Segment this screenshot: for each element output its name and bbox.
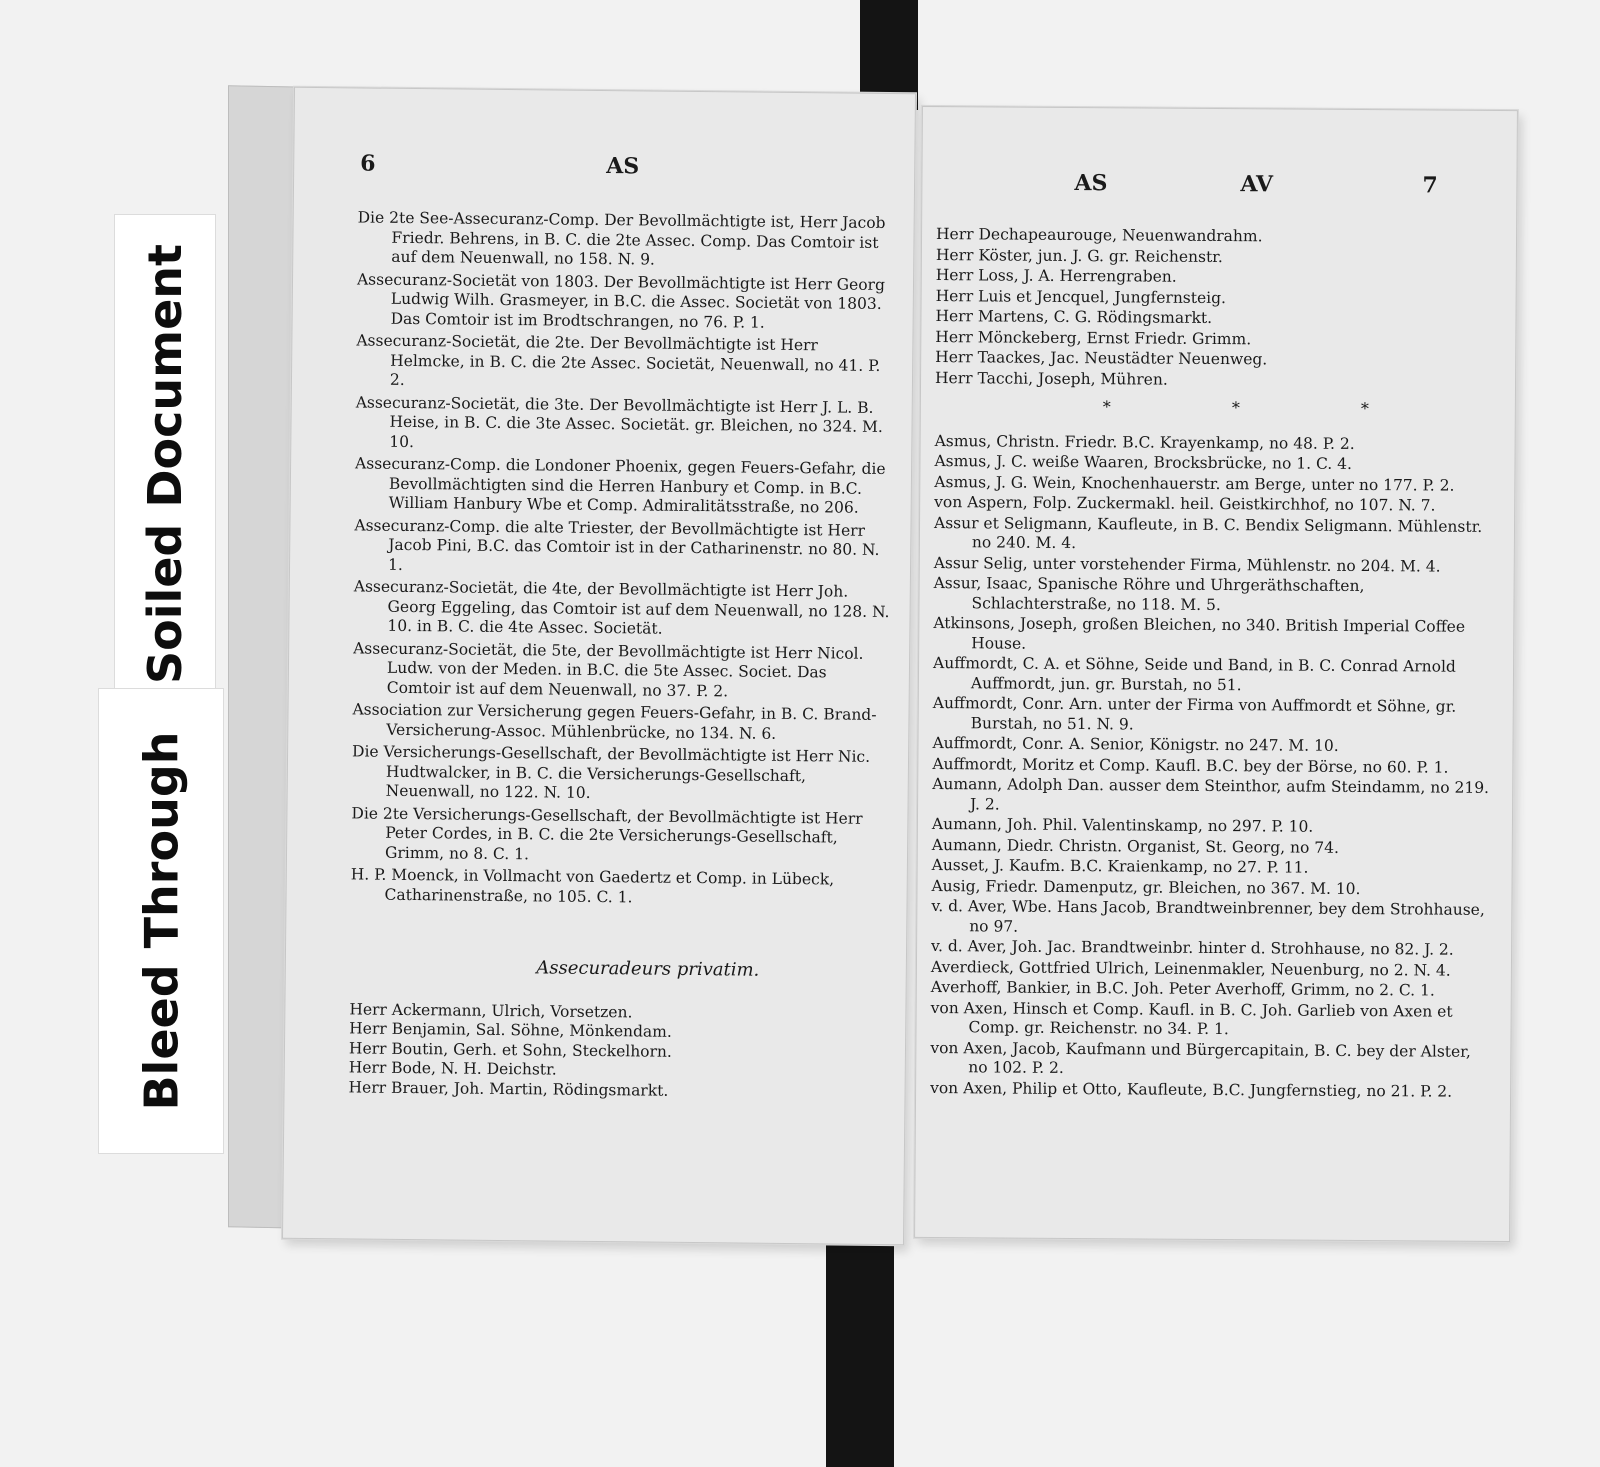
list-item: Herr Ackermann, Ulrich, Vorsetzen. (349, 999, 633, 1021)
soiled-document-text: Soiled Document (138, 243, 193, 685)
list-item: Association zur Versicherung gegen Feuers-Gefahr, in B. C. Brand-Versicherung-Assoc. Mühlenbrücke, no 134. N. 6. (352, 700, 877, 743)
list-item: Auffmordt, Conr. A. Senior, Königstr. no 247. M. 10. (932, 734, 1339, 755)
list-item: Die Versicherungs-Gesellschaft, der Bevollmächtigte ist Herr Nic. Hudtwalcker, in B. C. die Versicherungs-Gesellschaft, Neuenwall, no 122. N. 10. (351, 742, 871, 802)
list-item: Averdieck, Gottfried Ulrich, Leinenmakler, Neuenburg, no 2. N. 4. (930, 957, 1451, 980)
list-item: Auffmordt, Moritz et Comp. Kaufl. B.C. bey der Börse, no 60. P. 1. (932, 754, 1449, 777)
list-item: von Axen, Jacob, Kaufmann und Bürgercapitain, B. C. bey der Alster, no 102. P. 2. (930, 1038, 1471, 1077)
right-page-number: 7 (1422, 172, 1438, 199)
list-item: Herr Dechapeaurouge, Neuenwandrahm. (936, 225, 1263, 246)
list-item: Assecuranz-Societät von 1803. Der Bevollmächtigte ist Herr Georg Ludwig Wilh. Grasmeyer, in B.C. die Assec. Societät von 1803. Das Comtoir ist im Brodtschrangen, no 76. P. 1. (356, 269, 886, 332)
section-divider: * * * (1102, 397, 1427, 419)
list-item: Assecuranz-Societät, die 2te. Der Bevollmächtigte ist Herr Helmcke, in B. C. die 2te Assec. Societät, Neuenwall, no 41. P. 2. (356, 331, 881, 389)
list-item: von Axen, Philip et Otto, Kaufleute, B.C. Jungfernstieg, no 21. P. 2. (930, 1078, 1453, 1101)
list-item: Die 2te See-Assecuranz-Comp. Der Bevollmächtigte ist, Herr Jacob Friedr. Behrens, in B. C. die 2te Assec. Comp. Das Comtoir ist auf dem Neuenwall, no 158. N. 9. (357, 208, 886, 269)
list-item: von Axen, Hinsch et Comp. Kaufl. in B. C. Joh. Garlieb von Axen et Comp. gr. Reichenstr. no 34. P. 1. (930, 998, 1453, 1039)
left-entry-list (348, 208, 893, 1103)
list-item: Auffmordt, C. A. et Söhne, Seide und Band, in B. C. Conrad Arnold Auffmordt, jun. gr. Burstah, no 51. (933, 654, 1456, 694)
list-item: Herr Benjamin, Sal. Söhne, Mönkendam. (349, 1019, 672, 1041)
right-page-header-left: AS (1074, 169, 1108, 197)
left-page-header: AS (606, 153, 640, 180)
list-item: Herr Luis et Jencquel, Jungfernsteig. (935, 286, 1227, 307)
section-title: Assecuradeurs privatim. (536, 957, 760, 981)
list-item: Averhoff, Bankier, in B.C. Joh. Peter Averhoff, Grimm, no 2. C. 1. (930, 978, 1435, 1000)
list-item: Aumann, Diedr. Christn. Organist, St. Georg, no 74. (931, 835, 1339, 857)
list-item: Assur Selig, unter vorstehender Firma, Mühlenstr. no 204. M. 4. (933, 553, 1441, 576)
list-item: von Aspern, Folp. Zuckermakl. heil. Geistkirchhof, no 107. N. 7. (934, 493, 1436, 515)
right-page-header-right: AV (1240, 171, 1274, 198)
list-item: Assecuranz-Comp. die alte Triester, der Bevollmächtigte ist Herr Jacob Pini, B.C. das Comtoir ist in der Catharinenstr. no 80. N. 1. (354, 515, 880, 574)
bleed-through-label (98, 688, 224, 1154)
list-item: Asmus, J. G. Wein, Knochenhauerstr. am Berge, unter no 177. P. 2. (934, 472, 1455, 495)
list-item: Assecuranz-Societät, die 5te, der Bevollmächtigte ist Herr Nicol. Ludw. von der Meden. in B.C. die 5te Assec. Societ. Das Comtoir ist auf dem Neuenwall, no 37. P. 2. (353, 638, 864, 700)
list-item: Herr Bode, N. H. Deichstr. (348, 1058, 557, 1079)
list-item: Asmus, J. C. weiße Waaren, Brocksbrücke, no 1. C. 4. (934, 452, 1353, 473)
list-item: Herr Brauer, Joh. Martin, Rödingsmarkt. (348, 1077, 669, 1100)
list-item: Die 2te Versicherungs-Gesellschaft, der Bevollmächtigte ist Herr Peter Cordes, in B. C. die 2te Versicherungs-Gesellschaft, Grimm, no 8. C. 1. (351, 803, 863, 863)
list-item: v. d. Aver, Wbe. Hans Jacob, Brandtweinbrenner, bey dem Strohhause, no 97. (931, 897, 1485, 936)
list-item: Assecuranz-Societät, die 4te, der Bevollmächtigte ist Herr Joh. Georg Eggeling, das Comtoir ist auf dem Neuenwall, no 128. N. 10. in B. C. die 4te Assec. Societät. (353, 577, 890, 638)
list-item: Auffmordt, Conr. Arn. unter der Firma von Auffmordt et Söhne, gr. Burstah, no 51. N. 9. (932, 694, 1457, 733)
right-page (914, 106, 1518, 1242)
bleed-through-text: Bleed Through (134, 731, 189, 1111)
right-entry-list (930, 225, 1496, 1103)
left-page-number: 6 (360, 150, 376, 177)
list-item: Herr Martens, C. G. Rödingsmarkt. (935, 307, 1213, 327)
binding-strip-bottom (826, 1220, 894, 1467)
list-item: Ausset, J. Kaufm. B.C. Kraienkamp, no 27. P. 11. (931, 856, 1309, 877)
list-item: v. d. Aver, Joh. Jac. Brandtweinbr. hinter d. Strohhause, no 82. J. 2. (931, 937, 1454, 959)
list-item: Aumann, Adolph Dan. ausser dem Steinthor, aufm Steindamm, no 219. J. 2. (932, 775, 1490, 813)
list-item: Herr Boutin, Gerh. et Sohn, Steckelhorn. (348, 1038, 672, 1061)
list-item: Assecuranz-Societät, die 3te. Der Bevollmächtigte ist Herr J. L. B. Heise, in B. C. die 3te Assec. Societät. gr. Bleichen, no 324. M. 10. (355, 392, 883, 451)
list-item: Ausig, Friedr. Damenputz, gr. Bleichen, no 367. M. 10. (931, 876, 1361, 898)
list-item: Aumann, Joh. Phil. Valentinskamp, no 297. P. 10. (931, 815, 1314, 836)
list-item: H. P. Moenck, in Vollmacht von Gaedertz et Comp. in Lübeck, Catharinenstraße, no 105. C. 1. (350, 865, 835, 906)
list-item: Herr Köster, jun. J. G. gr. Reichenstr. (935, 245, 1223, 266)
list-item: Herr Tacchi, Joseph, Mühren. (935, 368, 1168, 389)
list-item: Herr Loss, J. A. Herrengraben. (935, 266, 1177, 286)
left-page (282, 87, 916, 1245)
list-item: Herr Mönckeberg, Ernst Friedr. Grimm. (935, 327, 1252, 348)
list-item: Herr Taackes, Jac. Neustädter Neuenweg. (935, 348, 1268, 369)
list-item: Assur et Seligmann, Kaufleute, in B. C. Bendix Seligmann. Mühlenstr. no 240. M. 4. (933, 513, 1483, 553)
list-item: Asmus, Christn. Friedr. B.C. Krayenkamp, no 48. P. 2. (934, 431, 1355, 453)
list-item: Atkinsons, Joseph, großen Bleichen, no 340. British Imperial Coffee House. (933, 614, 1466, 653)
list-item: Assur, Isaac, Spanische Röhre und Uhrgeräthschaften, Schlachterstraße, no 118. M. 5. (933, 574, 1365, 614)
list-item: Assecuranz-Comp. die Londoner Phoenix, gegen Feuers-Gefahr, die Bevollmächtigten sind die Herren Hanbury et Comp. in B.C. William Hanbury Wbe et Comp. Admiralitätsstraße, no 206. (355, 454, 886, 517)
